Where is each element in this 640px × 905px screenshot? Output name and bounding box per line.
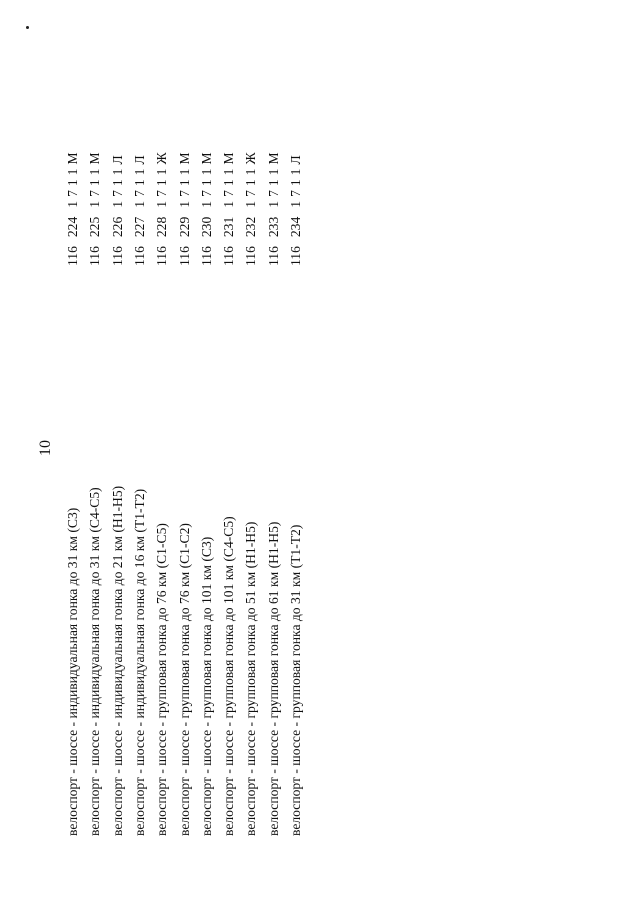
code-c6: 1 [131,168,147,176]
code-c4: 7 [87,190,103,197]
code-c6: 1 [288,168,303,176]
code-c4: 7 [243,190,259,197]
discipline-name: велоспорт - шоссе - групповая гонка до 51 км (Н1-Н5) [243,521,259,836]
code-c5: 1 [243,179,259,187]
code-c7: М [198,152,214,165]
code-c5: 1 [288,179,303,187]
code-c6: 1 [87,168,103,176]
discipline-name: велоспорт - шоссе - индивидуальная гонка до 21 км (Н1-Н5) [109,485,125,836]
code-c3: 1 [109,200,125,208]
discipline-codes [241,148,261,266]
code-c2: 233 [265,216,281,238]
code-c3: 1 [221,200,237,208]
code-c7: М [87,152,103,165]
code-c4: 7 [221,190,237,197]
scan-speck [26,26,29,29]
discipline-codes [264,148,284,266]
code-c4: 7 [288,190,303,197]
code-c6: 1 [65,168,80,176]
code-c1: 116 [288,246,303,266]
discipline-name: велоспорт - шоссе - групповая гонка до 76 км (С1-С5) [154,523,170,836]
discipline-codes [175,148,195,266]
code-c4: 7 [109,190,125,197]
code-c5: 1 [265,179,281,187]
discipline-codes [152,148,172,266]
code-c2: 225 [87,216,103,238]
code-c2: 232 [243,216,259,238]
code-c3: 1 [176,200,192,208]
code-c3: 1 [265,200,281,208]
code-c5: 1 [87,179,103,187]
code-c5: 1 [221,179,237,187]
code-c7: М [265,152,281,165]
code-c3: 1 [87,200,103,208]
code-c5: 1 [109,179,125,187]
discipline-name: велоспорт - шоссе - групповая гонка до 61 км (Н1-Н5) [265,521,281,836]
code-c3: 1 [65,200,80,208]
code-c4: 7 [198,190,214,197]
code-c1: 116 [243,246,259,266]
code-c3: 1 [154,200,170,208]
code-c7: Л [109,155,125,165]
code-c1: 116 [265,246,281,266]
code-c4: 7 [65,190,80,197]
discipline-name: велоспорт - шоссе - индивидуальная гонка до 16 км (Т1-Т2) [131,488,147,836]
discipline-name: велоспорт - шоссе - групповая гонка до 101 км (С4-С5) [221,516,237,836]
discipline-codes [286,151,306,266]
code-c5: 1 [131,179,147,187]
code-c6: 1 [243,168,259,176]
code-c4: 7 [154,190,170,197]
code-c6: 1 [176,168,192,176]
code-c1: 116 [109,246,125,266]
code-c4: 7 [265,190,281,197]
code-c7: М [176,152,192,165]
page-number: 10 [37,440,54,456]
code-c1: 116 [131,246,147,266]
code-c2: 234 [288,216,303,238]
code-c2: 231 [221,216,237,238]
code-c1: 116 [176,246,192,266]
code-c7: Л [131,155,147,165]
discipline-name: велоспорт - шоссе - групповая гонка до 31 км (Т1-Т2) [288,524,303,836]
discipline-name: велоспорт - шоссе - групповая гонка до 76 км (С1-С2) [176,523,192,836]
code-c5: 1 [176,179,192,187]
discipline-codes [108,151,128,266]
code-c7: М [221,152,237,165]
discipline-name: велоспорт - шоссе - индивидуальная гонка до 31 км (С4-С5) [87,487,103,836]
code-c2: 226 [109,216,125,238]
code-c6: 1 [109,168,125,176]
code-c7: Ж [243,152,259,165]
code-c1: 116 [154,246,170,266]
code-c2: 224 [65,216,80,238]
code-c4: 7 [131,190,147,197]
code-c7: Л [288,155,303,165]
discipline-codes [197,148,217,266]
discipline-codes [130,151,150,266]
code-c7: Ж [154,152,170,165]
code-c5: 1 [198,179,214,187]
discipline-codes [63,148,83,266]
code-c3: 1 [243,200,259,208]
code-c2: 230 [198,216,214,238]
code-c6: 1 [198,168,214,176]
code-c3: 1 [288,200,303,208]
discipline-codes [219,148,239,266]
code-c1: 116 [65,246,80,266]
code-c5: 1 [154,179,170,187]
discipline-name: велоспорт - шоссе - индивидуальная гонка до 31 км (С3) [65,507,80,836]
code-c4: 7 [176,190,192,197]
code-c3: 1 [198,200,214,208]
code-c2: 229 [176,216,192,238]
code-c3: 1 [131,200,147,208]
code-c2: 228 [154,216,170,238]
code-c5: 1 [65,179,80,187]
code-c1: 116 [198,246,214,266]
discipline-codes [85,148,105,266]
code-c6: 1 [154,168,170,176]
code-c1: 116 [221,246,237,266]
code-c2: 227 [131,216,147,238]
code-c6: 1 [221,168,237,176]
code-c7: М [65,152,80,165]
code-c1: 116 [87,246,103,266]
discipline-name: велоспорт - шоссе - групповая гонка до 101 км (С3) [198,536,214,836]
code-c6: 1 [265,168,281,176]
